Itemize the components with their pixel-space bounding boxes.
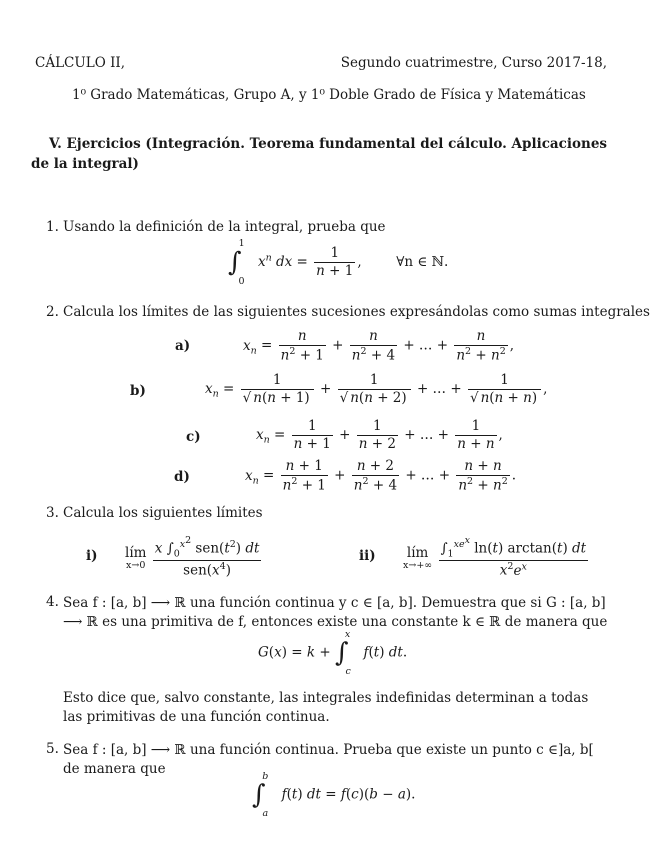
exercise-5-text: Sea f : [a, b] ⟶ ℝ una función continua. Prueba que existe un punto c ∈]a, b[ de manera que [63,742,594,777]
exercise-3ii-label: ii) [359,548,376,564]
exercise-2a-formula: $x_n$ = $\frac{n}{n^2 + 1}$ + $\frac{n}{n^2 + 4}$ + … + $\frac{n}{n^2 + n^2}$ , [243,328,515,364]
exercise-3-text: Calcula los siguientes límites [63,505,263,521]
exercise-4-remark: Esto dice que, salvo constante, las integrales indefinidas determinan a todas las primitivas de una función continua. [63,690,589,725]
exercise-3i-formula: lím x→0 $\frac{x \int_0^{x^2} sen(t^2) dt}{sen(x^4)}$ [125,535,260,579]
exercise-2c-formula: $x_n$ = $\frac{1}{n + 1}$ + $\frac{1}{n + 2}$ + … + $\frac{1}{n + n}$ , [256,418,503,452]
term-info: Segundo cuatrimestre, Curso 2017-18, [340,55,607,71]
exercise-4-text: Sea f : [a, b] ⟶ ℝ una función continua y c ∈ [a, b]. Demuestra que si G : [a, b] ⟶ ℝ es una primitiva de f, entonces existe una constante k ∈ ℝ de manera que [63,595,608,630]
exercise-2b-label: b) [130,383,146,399]
group-info: 1⁰ Grado Matemáticas, Grupo A, y 1⁰ Doble Grado de Física y Matemáticas [72,87,586,103]
exercise-1-forall: ∀n ∈ ℕ. [396,253,449,270]
exercise-3ii-formula: lím x→+∞ $\frac{\int_1^{xe^x} \ln(t) \arctan(t) dt}{x^2e^x}$ [403,535,587,579]
exercise-2a-label: a) [175,338,191,354]
exercise-2b-formula: $x_n$ = $\frac{1}{√ n(n + 1)}$ + $\frac{1}{√ n(n + 2)}$ + … + $\frac{1}{√ n(n + n)}$ , [205,372,548,406]
section-title-line1: V. Ejercicios (Integración. Teorema fundamental del cálculo. Aplicaciones [49,136,608,152]
exercise-4-formula: $G(x) = k + \int_c^x$ f(t) dt. [258,629,408,678]
exercise-1-number: 1. [46,219,59,235]
section-title-line2: de la integral) [31,156,139,172]
exercise-2c-label: c) [186,429,201,445]
exercise-5-formula: $\int_a^b$ f(t) dt = f(c)(b − a). [252,771,416,820]
exercise-2d-formula: $x_n$ = $\frac{n + 1}{n^2 + 1}$ + $\frac{n + 2}{n^2 + 4}$ + … + $\frac{n + n}{n^2 + n^2}$ . [245,458,517,494]
exercise-3-number: 3. [46,505,59,521]
exercise-2-number: 2. [46,304,59,320]
exercise-2d-label: d) [174,469,190,485]
exercise-1-formula: $\int_0^1$ $x^n$ dx = $\frac{1}{n + 1}$ , ∀n ∈ ℕ. [228,238,449,287]
exercise-1-text: Usando la definición de la integral, prueba que [63,219,386,235]
exercise-2-text: Calcula los límites de las siguientes sucesiones expresándolas como sumas integrales [63,304,650,320]
course-name: CÁLCULO II, [35,55,126,71]
exercise-4-number: 4. [46,594,59,610]
exercise-5-number: 5. [46,741,59,757]
exercise-3i-label: i) [86,548,98,564]
